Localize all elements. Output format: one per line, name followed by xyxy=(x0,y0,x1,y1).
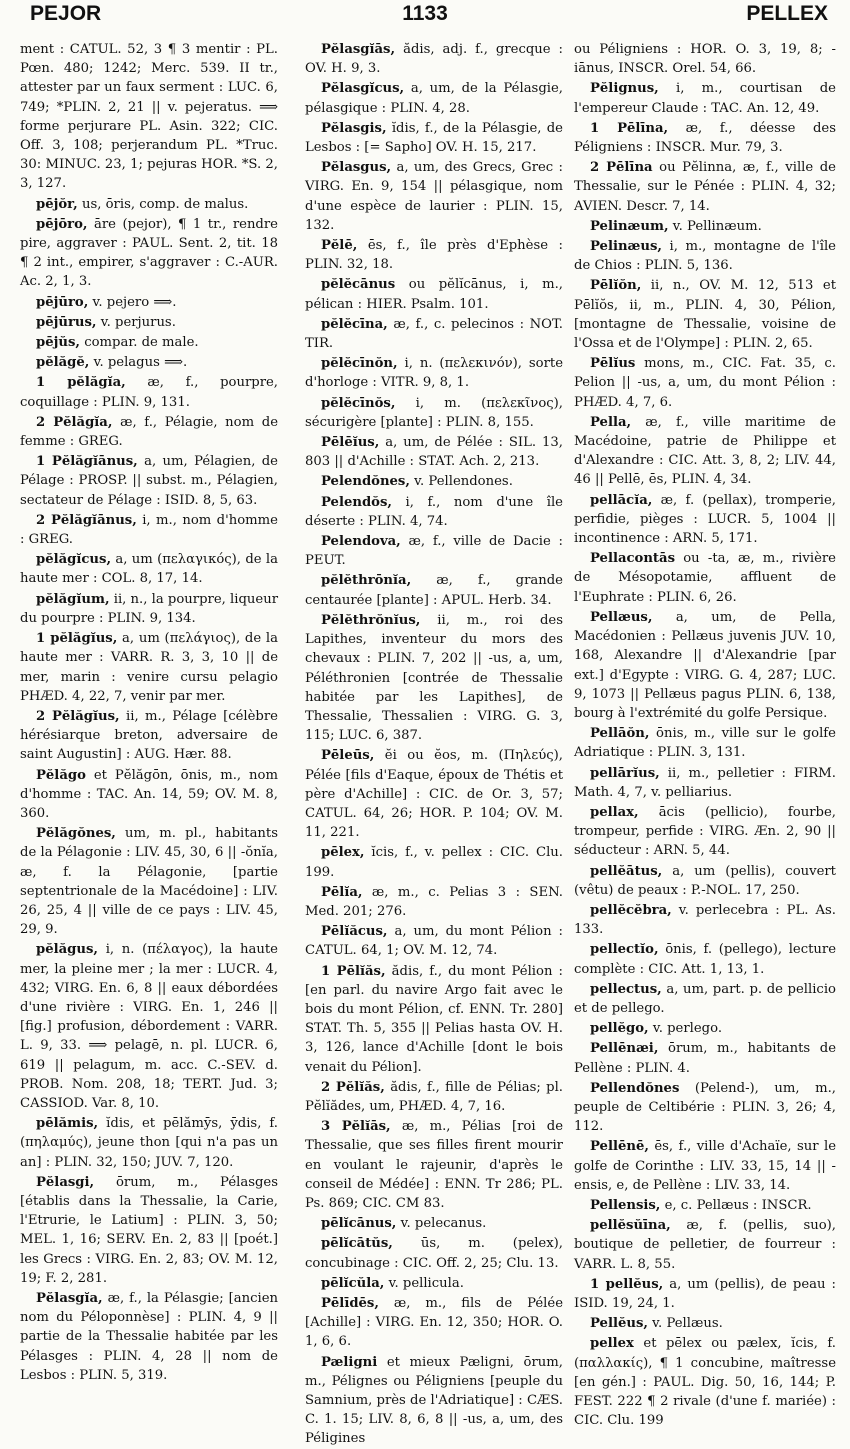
entry-headword: Pĕlignus, xyxy=(590,81,659,97)
dictionary-entry xyxy=(305,746,563,842)
dictionary-entry xyxy=(305,40,563,78)
entry-headword: Pellæus, xyxy=(590,609,653,625)
entry-definition: ĭcis, f., v. pellex : CIC. Clu. 199. xyxy=(305,845,563,880)
dictionary-entry xyxy=(574,764,836,802)
dictionary-entry xyxy=(574,1216,836,1274)
dictionary-entry xyxy=(20,333,278,352)
entry-definition: a, um, du mont Pélion : CATUL. 64, 1; OV. M. 12, 74. xyxy=(305,924,563,959)
entry-definition: æ, f. (pellis, suo), boutique de pelletier, de fourreur : VARR. L. 8, 55. xyxy=(574,1218,836,1272)
entry-definition: æ, m., fils de Pélée [Achille] : VIRG. En. 12, 350; HOR. O. 1, 6, 6. xyxy=(305,1296,563,1350)
dictionary-entry xyxy=(574,1196,836,1215)
entry-headword: pĕlĕcīnŏs, xyxy=(321,395,396,411)
entry-headword: Pelendŏnes, xyxy=(321,474,410,490)
entry-definition: ūs, m. (pelex), concubinage : CIC. Off. 2, 25; Clu. 13. xyxy=(305,1236,563,1271)
entry-definition: ou Pĕlinna, æ, f., ville de Thessalie, sur le Pénée : PLIN. 4, 32; AVIEN. Descr. 7, 14. xyxy=(574,160,836,214)
entry-definition: ii, m., pelletier : FIRM. Math. 4, 7, v. pelliarius. xyxy=(574,765,836,800)
dictionary-entry xyxy=(20,766,278,824)
column-1 xyxy=(20,40,278,1383)
entry-definition: a, um (pellis), de peau : ISID. 19, 24, 1. xyxy=(574,1276,836,1311)
entry-definition: æ, f. (pellax), tromperie, perfidie, pièges : LUCR. 5, 1004 || incontinence : ARN. 5, 171. xyxy=(574,492,836,547)
dictionary-entry xyxy=(20,1114,278,1172)
dictionary-entry xyxy=(574,491,836,549)
entry-definition: v. Pellæus. xyxy=(652,1316,723,1332)
entry-definition: i, f., nom d'une île déserte : PLIN. 4, 74. xyxy=(305,494,563,529)
dictionary-entry xyxy=(574,940,836,978)
entry-definition: a, um (πελαγικός), de la haute mer : COL. 8, 17, 14. xyxy=(20,552,278,587)
entry-definition: (Pelend-), um, m., peuple de Celtibérie : PLIN. 3, 26; 4, 112. xyxy=(574,1080,836,1135)
entry-headword: pellax, xyxy=(590,804,639,820)
dictionary-entry xyxy=(305,275,563,313)
dictionary-entry xyxy=(305,315,563,353)
dictionary-entry xyxy=(305,1214,563,1233)
dictionary-entry xyxy=(574,724,836,762)
dictionary-entry xyxy=(574,980,836,1018)
entry-headword: 2 Pĕlăgĭus, xyxy=(36,708,120,724)
entry-headword: Pĕlasgĭa, xyxy=(36,1291,103,1306)
dictionary-entry xyxy=(305,1078,563,1116)
entry-headword: Pēlĭa, xyxy=(321,884,363,900)
entry-definition: a, um, part. p. de pellicio et de pellego. xyxy=(574,981,836,1016)
entry-headword: pellĕgo, xyxy=(590,1021,649,1037)
entry-definition: a, um, de Pélée : SIL. 13, 803 || d'Achille : STAT. Ach. 2, 213. xyxy=(305,435,563,470)
entry-definition: ment : CATUL. 52, 3 ¶ 3 mentir : PL. Pœn. 480; 1242; Merc. 539. II tr., attester par un faux serment : LUC. 6, 749; *PLIN. 2, 21 || v. pejeratus. ⟹ forme perjurare PL. Asin. 322; CIC. Off. 3, 108; perjerandum PL. *Truc. 30: MINUC. 23, 1; pejuras HOR. *S. 2, 3, 127. xyxy=(20,42,278,192)
entry-headword: Pellāŏn, xyxy=(590,726,650,742)
running-head-left: PEJOR xyxy=(30,2,102,25)
entry-headword: Pellacontās xyxy=(590,551,675,567)
entry-definition: a, um (pellis), couvert (vêtu) de peaux : P.-NOL. 17, 250. xyxy=(574,863,836,898)
dictionary-entry xyxy=(305,472,563,491)
entry-definition: mons, m., CIC. Fat. 35, c. Pelion || -us, a, um, du mont Pélion : PHÆD. 4, 7, 6. xyxy=(574,356,836,410)
dictionary-entry xyxy=(20,195,278,214)
entry-definition: ii, m., Pélage [célèbre hérésiarque breton, adversaire de saint Augustin] : AUG. Hær. 88. xyxy=(20,708,278,763)
entry-definition: æ, f., grande centaurée [plante] : APUL. Herb. 34. xyxy=(305,573,563,608)
entry-headword: pĕlăgĭum, xyxy=(36,591,110,607)
dictionary-entry xyxy=(574,79,836,117)
dictionary-entry xyxy=(20,413,278,451)
entry-headword: Pelendŏs, xyxy=(321,494,392,510)
dictionary-entry xyxy=(574,1275,836,1313)
column-3 xyxy=(574,40,836,1429)
dictionary-entry xyxy=(20,40,278,194)
entry-definition: v. perlego. xyxy=(652,1021,723,1037)
entry-definition: v. pelagus ⟹. xyxy=(93,355,188,371)
entry-definition: ōrum, m., habitants de Pellène : PLIN. 4. xyxy=(574,1041,836,1076)
entry-definition: æ, f., c. pelecinos : NOT. TIR. xyxy=(305,316,563,352)
entry-headword: 2 Pĕlăgĭa, xyxy=(36,414,113,430)
dictionary-entry xyxy=(305,354,563,392)
entry-definition: ii, m., roi des Lapithes, inventeur du mors des chevaux : PLIN. 7, 202 || -us, a, um, Péléthronien [contrée de Thessalie habitée par les Lapithes], de Thessalie, Thessalien : VIRG. G. 3, 115; LUC. 6, 387. xyxy=(305,612,563,744)
entry-definition: ĭdis, f., de la Pélasgie, de Lesbos : [= Sapho] OV. H. 15, 217. xyxy=(305,120,563,156)
page-header xyxy=(0,0,850,34)
entry-headword: Pellĕus, xyxy=(590,1316,648,1332)
entry-headword: pellĕsŭīna, xyxy=(590,1218,671,1234)
dictionary-entry xyxy=(305,236,563,274)
entry-definition: æ, m., c. Pelias 3 : SEN. Med. 201; 276. xyxy=(305,884,563,919)
dictionary-entry xyxy=(20,550,278,588)
entry-headword: Pēlēĭus, xyxy=(321,435,380,451)
dictionary-entry xyxy=(574,1314,836,1333)
dictionary-entry xyxy=(20,824,278,939)
dictionary-entry xyxy=(574,1137,836,1195)
entry-definition: ĕi ou ĕos, m. (Πηλεύς), Pélée [fils d'Eaque, époux de Thétis et père d'Achille] : CIC. de Or. 3, 57; CATUL. 64, 26; HOR. P. 104; OV. M. 11, 221. xyxy=(305,748,563,841)
running-head-right: PELLEX xyxy=(746,2,828,25)
entry-headword: Pēleūs, xyxy=(321,748,375,764)
entry-definition: æ, f., pourpre, coquillage : PLIN. 9, 131. xyxy=(20,375,278,410)
entry-headword: pējūrus, xyxy=(36,314,97,330)
entry-headword: pēlex, xyxy=(321,845,365,861)
entry-definition: ēs, f., ville d'Achaïe, sur le golfe de Corinthe : LIV. 33, 15, 14 || -ensis, e, de Pellène : LIV. 33, 14. xyxy=(574,1139,836,1193)
entry-definition: æ, f., la Pélasgie; [ancien nom du Péloponnèse] : PLIN. 4, 9 || partie de la Thessalie habitée par les Pélasges : PLIN. 4, 28 || nom de Lesbos : PLIN. 5, 319. xyxy=(20,1291,278,1383)
dictionary-entry xyxy=(20,511,278,549)
entry-definition: e, c. Pellæus : INSCR. xyxy=(664,1197,812,1213)
dictionary-entry xyxy=(574,237,836,275)
entry-headword: Pelinæus, xyxy=(590,239,663,255)
entry-headword: Pĕlăgo xyxy=(36,767,86,783)
entry-headword: Pæligni xyxy=(321,1354,378,1370)
dictionary-entry xyxy=(305,883,563,921)
entry-headword: 1 Pĕlăgĭānus, xyxy=(36,454,138,470)
entry-definition: et Pĕlăgōn, ōnis, m., nom d'homme : TAC. An. 14, 59; OV. M. 8, 360. xyxy=(20,767,278,821)
entry-headword: Pellēnæi, xyxy=(590,1041,659,1057)
entry-headword: 2 Pĕlăgĭānus, xyxy=(36,512,137,528)
entry-definition: v. perjurus. xyxy=(100,314,176,330)
entry-headword: Pĕlasgis, xyxy=(321,120,387,136)
entry-headword: Pelinæum, xyxy=(590,218,669,234)
entry-headword: pellĕātus, xyxy=(590,863,663,879)
entry-headword: pellectus, xyxy=(590,981,662,997)
entry-definition: a, um, de Pella, Macédonien : Pellæus juvenis JUV. 10, 168, Alexandre || d'Alexandrie [par ext.] d'Egypte : VIRG. G. 4, 287; LUC. 9, 1073 || Pellæus pagus PLIN. 6, 138, bourg à l'extrémité du golfe Persique. xyxy=(574,609,836,721)
entry-definition: us, ōris, comp. de malus. xyxy=(81,196,249,212)
dictionary-entry xyxy=(305,571,563,609)
entry-definition: i, m., nom d'homme : GREG. xyxy=(20,512,278,548)
dictionary-entry xyxy=(574,862,836,900)
dictionary-entry xyxy=(574,1019,836,1038)
entry-definition: i, m. (πελεκῖνος), sécurigère [plante] : PLIN. 8, 155. xyxy=(305,395,563,430)
entry-headword: 1 pellĕus, xyxy=(590,1276,664,1292)
dictionary-entry xyxy=(305,433,563,471)
dictionary-entry xyxy=(20,1289,278,1385)
entry-headword: Pelendova, xyxy=(321,534,401,550)
dictionary-entry xyxy=(574,549,836,607)
entry-headword: pĕlĕcīna, xyxy=(321,316,388,332)
entry-headword: pellectĭo, xyxy=(590,942,659,958)
dictionary-entry xyxy=(20,293,278,312)
dictionary-entry xyxy=(574,803,836,861)
entry-headword: 2 Pĕlĭăs, xyxy=(321,1079,385,1095)
dictionary-entry xyxy=(574,413,836,490)
dictionary-entry xyxy=(305,119,563,157)
dictionary-entry xyxy=(20,373,278,411)
entry-headword: Pēlīdēs, xyxy=(321,1296,379,1311)
entry-headword: 3 Pĕlĭās, xyxy=(321,1119,391,1135)
entry-definition: ădis, f., fille de Pélias; pl. Pĕlĭădes, um, PHÆD. 4, 7, 16. xyxy=(305,1079,563,1114)
dictionary-entry xyxy=(305,493,563,531)
entry-definition: ou -ta, æ, m., rivière de Mésopotamie, affluent de l'Euphrate : PLIN. 6, 26. xyxy=(574,551,836,605)
entry-headword: pellex xyxy=(590,1336,634,1352)
entry-headword: 1 Pēlīna, xyxy=(590,120,669,136)
dictionary-entry xyxy=(574,40,836,78)
entry-definition: v. pellicula. xyxy=(388,1275,464,1291)
entry-definition: v. perlecebra : PL. As. 133. xyxy=(574,902,836,938)
entry-headword: pellārĭus, xyxy=(590,765,660,781)
entry-definition: æ, f., déesse des Péligniens : INSCR. Mur. 79, 3. xyxy=(574,120,836,156)
entry-headword: pĕlĕcīnŏn, xyxy=(321,356,398,372)
entry-definition: v. pelecanus. xyxy=(400,1216,487,1232)
entry-definition: æ, m., Pélias [roi de Thessalie, que ses filles firent mourir en voulant le rajeunir, d'après le conseil de Médée] : ENN. Tr 286; PL. Ps. 869; CIC. CM 83. xyxy=(305,1119,564,1211)
dictionary-entry xyxy=(574,1039,836,1077)
dictionary-entry xyxy=(574,1334,836,1430)
entry-headword: Pellensis, xyxy=(590,1197,661,1213)
entry-headword: pējŏr, xyxy=(36,196,78,212)
entry-headword: Pēlĭŏn, xyxy=(590,278,642,294)
entry-headword: pējūro, xyxy=(36,294,89,310)
entry-definition: ădis, f., du mont Pélion : [en parl. du navire Argo fait avec le bois du mont Pélion, cf. ENN. Tr. 280] STAT. Th. 5, 355 || Pelias hasta OV. H. 3, 126, lance d'Achille [dont le bois venait du Pélion]. xyxy=(305,963,563,1075)
entry-definition: v. Pellendones. xyxy=(414,474,513,490)
dictionary-entry xyxy=(574,217,836,236)
page-number: 1133 xyxy=(402,2,448,25)
dictionary-entry xyxy=(305,1353,563,1449)
dictionary-entry xyxy=(574,608,836,723)
entry-definition: æ, f., ville maritime de Macédoine, patrie de Philippe et d'Alexandre : CIC. Att. 3, 8, 2; LIV. 44, 46 || Pellē, ēs, PLIN. 4, 34. xyxy=(574,414,836,488)
dictionary-entry xyxy=(20,590,278,628)
entry-headword: Pĕlē, xyxy=(321,238,358,254)
entry-definition: et pēlex ou pælex, ĭcis, f. (παλλακίς), ¶ 1 concubine, maîtresse [en gén.] : PAUL. Dig. 50, 16, 144; P. FEST. 222 ¶ 2 rivale (d'une f. mariée) : CIC. Clu. 199 xyxy=(574,1336,836,1429)
dictionary-entry xyxy=(20,1173,278,1288)
entry-definition: compar. de male. xyxy=(84,335,199,351)
entry-definition: āre (pejor), ¶ 1 tr., rendre pire, aggraver : PAUL. Sent. 2, tit. 18 ¶ 2 int., empirer, s'aggraver : C.-AUR. Ac. 2, 1, 3. xyxy=(20,216,278,290)
dictionary-entry xyxy=(20,353,278,372)
entry-definition: ōnis, f. (pellego), lecture complète : CIC. Att. 1, 13, 1. xyxy=(574,942,836,977)
column-2 xyxy=(305,40,564,1447)
entry-headword: Pĕlasgĭcus, xyxy=(321,81,405,97)
entry-headword: Pĕlasgus, xyxy=(321,160,392,176)
entry-definition: i, n. (πέλαγος), la haute mer, la pleine mer ; la mer : LUCR. 4, 432; VIRG. En. 6, 8 || eaux débordées d'une rivière : VIRG. En. 1, 246 || [fig.] profusion, débordement : VARR. L. 9, 33. ⟹ pelagē, n. pl. LUCR. 6, 619 || pelagum, m. acc. C.-SEV. d. PROB. Nom. 208, 18; TERT. Jud. 3; CASSIOD. Var. 8, 10. xyxy=(20,942,278,1111)
entry-definition: a, um (πελάγιος), de la haute mer : VARR. R. 3, 3, 10 || de mer, marin : venire cursu pelagio PHÆD. 4, 22, 7, venir par mer. xyxy=(20,631,278,704)
entry-headword: pĕlĕthrōnĭa, xyxy=(321,573,412,589)
dictionary-entry xyxy=(305,158,563,235)
entry-headword: pējōro, xyxy=(36,216,88,232)
entry-headword: 2 Pēlīna xyxy=(590,160,653,176)
entry-definition: æ, f., Pélagie, nom de femme : GREG. xyxy=(20,414,278,450)
entry-headword: 1 pĕlăgĭus, xyxy=(36,631,118,647)
dictionary-entry xyxy=(305,1294,563,1352)
entry-headword: pĕlăgĕ, xyxy=(36,355,90,371)
entry-headword: Pellendŏnes xyxy=(590,1080,680,1096)
dictionary-entry xyxy=(20,313,278,332)
entry-headword: Pĕlăgŏnes, xyxy=(36,826,116,842)
entry-headword: Pēlĭăcus, xyxy=(321,924,388,940)
entry-definition: ădis, adj. f., grecque : OV. H. 9, 3. xyxy=(305,42,563,77)
dictionary-entry xyxy=(305,1117,563,1213)
entry-definition: i, m., montagne de l'île de Chios : PLIN. 5, 136. xyxy=(574,239,836,274)
dictionary-entry xyxy=(574,119,836,157)
dictionary-entry xyxy=(20,452,278,510)
entry-headword: Pĕlasgi, xyxy=(36,1174,95,1190)
dictionary-entry xyxy=(574,901,836,939)
dictionary-entry xyxy=(305,394,563,432)
entry-headword: Pellēnē, xyxy=(590,1139,649,1155)
entry-definition: a, um, Pélagien, de Pélage : PROSP. || subst. m., Pélagien, sectateur de Pélage : ISID. 8, 5, 63. xyxy=(20,454,278,508)
entry-definition: æ, f., ville de Dacie : PEUT. xyxy=(305,534,563,569)
entry-headword: pĕlăgĭcus, xyxy=(36,552,112,568)
entry-headword: pĕlĕcānus xyxy=(321,277,396,293)
entry-headword: Pēlĭus xyxy=(590,356,636,372)
entry-definition: ēs, f., île près d'Ephèse : PLIN. 32, 18. xyxy=(305,238,563,273)
entry-headword: Pella, xyxy=(590,414,632,430)
entry-definition: et mieux Pæligni, ōrum, m., Pélignes ou Péligniens [peuple du Samnium, près de l'Adriatique] : CÆS. C. 1. 15; LIV. 8, 6, 8 || -us, a, um, des Péligines xyxy=(305,1354,563,1447)
entry-definition: ii, n., la pourpre, liqueur du pourpre : PLIN. 9, 134. xyxy=(20,591,278,626)
entry-headword: pĕlăgus, xyxy=(36,942,98,958)
entry-definition: ōnis, m., ville sur le golfe Adriatique : PLIN. 3, 131. xyxy=(574,726,836,761)
entry-definition: ōrum, m., Pélasges [établis dans la Thessalie, la Carie, l'Etrurie, le Latium] : PLIN. 3, 50; MEL. 1, 16; SERV. En. 2, 83 || [poét.] les Grecs : VIRG. En. 2, 83; OV. M. 12, 19; F. 2, 281. xyxy=(20,1174,278,1286)
entry-headword: Pĕlasgĭās, xyxy=(321,42,396,57)
entry-definition: ii, n., OV. M. 12, 513 et Pēlĭŏs, ii, m., PLIN. 4, 30, Pélion, [montagne de Thessalie, voisine de l'Ossa et de l'Olympe] : PLIN. 2, 65. xyxy=(574,278,836,352)
entry-headword: pējŭs, xyxy=(36,335,80,351)
dictionary-entry xyxy=(305,962,563,1077)
entry-headword: Pĕlĕthrŏnĭus, xyxy=(321,612,421,628)
entry-headword: pellācĭa, xyxy=(590,492,653,508)
dictionary-entry xyxy=(574,1079,836,1137)
dictionary-entry xyxy=(305,611,563,745)
dictionary-entry xyxy=(574,276,836,353)
dictionary-entry xyxy=(305,843,563,881)
entry-definition: v. pejero ⟹. xyxy=(92,294,177,310)
dictionary-entry xyxy=(305,922,563,960)
entry-definition: v. Pellinæum. xyxy=(672,218,762,234)
entry-definition: ācis (pellicio), fourbe, trompeur, perfide : VIRG. Æn. 2, 90 || séducteur : ARN. 5, 44. xyxy=(574,804,836,859)
entry-definition: ĭdis, et pēlămȳs, ȳdis, f. (πηλαμύς), jeune thon [qui n'a pas un an] : PLIN. 32, 150; JUV. 7, 120. xyxy=(20,1116,278,1170)
entry-definition: i, n. (πελεκινόν), sorte d'horloge : VITR. 9, 8, 1. xyxy=(305,356,563,391)
dictionary-entry xyxy=(20,707,278,765)
entry-headword: 1 Pēlĭăs, xyxy=(321,963,386,979)
dictionary-entry xyxy=(20,629,278,706)
dictionary-entry xyxy=(305,1234,563,1272)
dictionary-entry xyxy=(305,532,563,570)
dictionary-entry xyxy=(574,354,836,412)
entry-headword: 1 pĕlăgĭa, xyxy=(36,375,126,391)
dictionary-entry xyxy=(20,940,278,1113)
entry-headword: pēlĭcātŭs, xyxy=(321,1236,393,1252)
entry-definition: ou pĕlĭcānus, i, m., pélican : HIER. Psalm. 101. xyxy=(305,277,563,312)
dictionary-entry xyxy=(305,1274,563,1293)
dictionary-entry xyxy=(305,79,563,117)
entry-definition: i, m., courtisan de l'empereur Claude : TAC. An. 12, 49. xyxy=(574,81,836,116)
entry-definition: a, um, de la Pélasgie, pélasgique : PLIN. 4, 28. xyxy=(305,81,563,116)
entry-headword: pēlĭcŭla, xyxy=(321,1275,385,1291)
entry-definition: ou Péligniens : HOR. O. 3, 19, 8; -iānus, INSCR. Orel. 54, 66. xyxy=(574,42,836,77)
entry-definition: a, um, des Grecs, Grec : VIRG. En. 9, 154 || pélasgique, nom d'une espèce de laurier : PLIN. 15, 132. xyxy=(305,160,563,233)
dictionary-entry xyxy=(574,158,836,216)
entry-headword: pēlămis, xyxy=(36,1116,99,1132)
dictionary-entry xyxy=(20,215,278,292)
entry-headword: pellĕcĕbra, xyxy=(590,902,672,918)
entry-headword: pēlĭcānus, xyxy=(321,1216,397,1232)
entry-definition: um, m. pl., habitants de la Pélagonie : LIV. 45, 30, 6 || -ŏnĭa, æ, f. la Pélagonie, [partie septentrionale de la Macédoine] : LIV. 26, 25, 4 || ville de ce pays : LIV. 45, 29, 9. xyxy=(20,826,278,938)
